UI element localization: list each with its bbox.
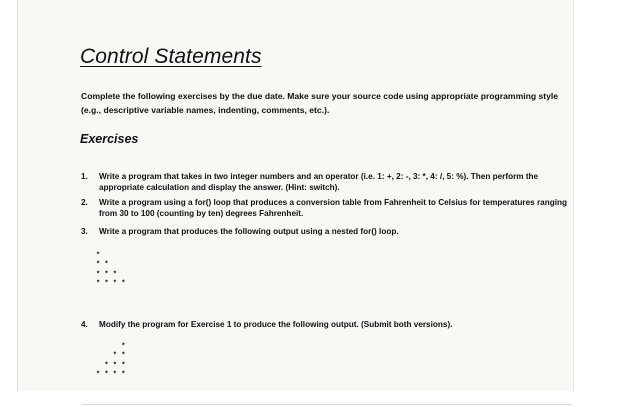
exercise-number: 2.	[81, 198, 88, 207]
exercise-number: 4.	[81, 320, 88, 329]
left-triangle-output: * * * * * * * * * *	[96, 252, 126, 289]
exercise-text: Write a program using a for() loop that produces a conversion table from Fahrenheit to Celsius for temperatures ranging from 30 to 100 (counting by ten) degrees Fahrenheit.	[99, 198, 567, 218]
exercise-text: Write a program that takes in two integer numbers and an operator (i.e. 1: +, 2: -, 3: *, 4: /, 5: %). Then perform the appropriate calculation and display the answer. (Hint: switch).	[99, 172, 539, 192]
exercise-text: Modify the program for Exercise 1 to produce the following output. (Submit both versions).	[99, 320, 453, 329]
exercises-heading: Exercises	[80, 132, 139, 146]
right-triangle-output: * * * * * * * * * *	[96, 343, 126, 380]
exercise-number: 1.	[81, 172, 88, 181]
exercise-number: 3.	[81, 227, 88, 236]
document-title: Control Statements	[80, 45, 262, 68]
exercise-text: Write a program that produces the following output using a nested for() loop.	[99, 227, 399, 236]
intro-paragraph: Complete the following exercises by the due date. Make sure your source code using appropriate programming style (e.g., descriptive variable names, indenting, comments, etc.).	[81, 91, 559, 115]
page-bottom-rule	[82, 404, 572, 405]
